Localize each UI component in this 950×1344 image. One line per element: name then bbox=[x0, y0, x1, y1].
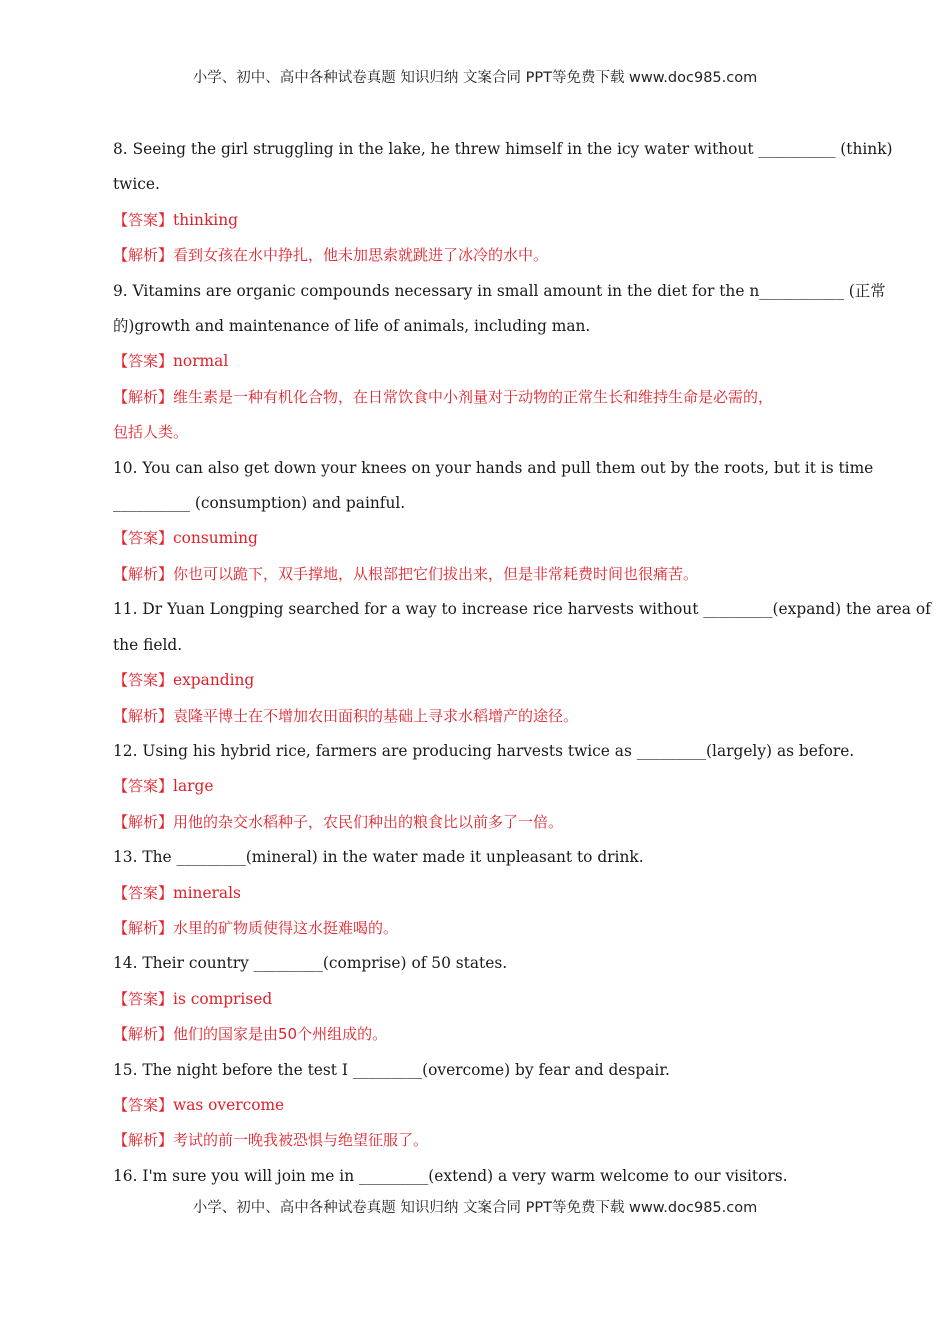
answer-label: 【答案】 bbox=[113, 210, 174, 229]
question-10-line-2: __________ (consumption) and painful. bbox=[113, 494, 406, 513]
answer-11 bbox=[113, 663, 837, 698]
answer-15-text: was overcome bbox=[173, 1095, 285, 1114]
question-8-line-2: twice. bbox=[113, 175, 160, 194]
analysis-8 bbox=[113, 238, 837, 273]
answer-12-text: large bbox=[173, 777, 214, 796]
answer-label: 【答案】 bbox=[113, 352, 174, 371]
page-footer: 小学、初中、高中各种试卷真题 知识归纳 文案合同 PPT等免费下载 www.doc985.com bbox=[192, 1200, 758, 1216]
analysis-10 bbox=[113, 557, 837, 592]
analysis-14 bbox=[113, 1017, 837, 1052]
analysis-label: 【解析】 bbox=[113, 1131, 174, 1150]
analysis-label: 【解析】 bbox=[113, 706, 174, 725]
analysis-13-text: 水里的矿物质使得这水挺难喝的。 bbox=[173, 918, 399, 937]
analysis-label: 【解析】 bbox=[113, 564, 174, 583]
question-16: 16. I'm sure you will join me in _________(extend) a very warm welcome to our visitors. bbox=[113, 1166, 788, 1185]
answer-13 bbox=[113, 876, 837, 911]
question-15: 15. The night before the test I _________(overcome) by fear and despair. bbox=[113, 1060, 670, 1079]
analysis-label: 【解析】 bbox=[113, 246, 174, 265]
answer-8-text: thinking bbox=[173, 210, 238, 229]
analysis-13 bbox=[113, 911, 837, 946]
analysis-14-text: 他们的国家是由50个州组成的。 bbox=[173, 1025, 388, 1044]
analysis-label: 【解析】 bbox=[113, 812, 174, 831]
exercise-content bbox=[113, 132, 931, 1194]
page-header: 小学、初中、高中各种试卷真题 知识归纳 文案合同 PPT等免费下载 www.doc985.com bbox=[192, 70, 758, 86]
answer-label: 【答案】 bbox=[113, 671, 174, 690]
question-9-line-1: 9. Vitamins are organic compounds necessary in small amount in the diet for the n___________ (正常 bbox=[113, 281, 886, 300]
answer-15 bbox=[113, 1088, 837, 1123]
question-10-line-1: 10. You can also get down your knees on your hands and pull them out by the roots, but it is time bbox=[113, 458, 874, 477]
question-11-line-1: 11. Dr Yuan Longping searched for a way to increase rice harvests without _________(expand) the area of bbox=[113, 600, 931, 619]
answer-12 bbox=[113, 769, 837, 804]
answer-10-text: consuming bbox=[173, 529, 258, 548]
answer-label: 【答案】 bbox=[113, 989, 174, 1008]
analysis-label: 【解析】 bbox=[113, 918, 174, 937]
analysis-15 bbox=[113, 1123, 837, 1158]
analysis-15-text: 考试的前一晚我被恐惧与绝望征服了。 bbox=[173, 1131, 429, 1150]
question-11-line-2: the field. bbox=[113, 635, 183, 654]
analysis-label: 【解析】 bbox=[113, 1025, 174, 1044]
analysis-8-text: 看到女孩在水中挣扎，他未加思索就跳进了冰冷的水中。 bbox=[173, 246, 549, 265]
question-9-line-2: 的)growth and maintenance of life of animals, including man. bbox=[113, 317, 591, 336]
answer-label: 【答案】 bbox=[113, 1095, 174, 1114]
answer-10 bbox=[113, 521, 837, 556]
question-8-line-1: 8. Seeing the girl struggling in the lake, he threw himself in the icy water without __________ (think) bbox=[113, 140, 893, 158]
answer-8 bbox=[113, 203, 837, 238]
analysis-11 bbox=[113, 699, 837, 734]
answer-label: 【答案】 bbox=[113, 777, 174, 796]
question-12: 12. Using his hybrid rice, farmers are producing harvests twice as _________(largely) as before. bbox=[113, 741, 855, 760]
question-14: 14. Their country _________(comprise) of 50 states. bbox=[113, 954, 508, 973]
analysis-9 bbox=[113, 380, 837, 415]
answer-9-text: normal bbox=[173, 352, 229, 371]
answer-label: 【答案】 bbox=[113, 529, 174, 548]
analysis-11-text: 袁隆平博士在不增加农田面积的基础上寻求水稻增产的途径。 bbox=[173, 706, 579, 725]
answer-14 bbox=[113, 982, 837, 1017]
question-13: 13. The _________(mineral) in the water made it unpleasant to drink. bbox=[113, 848, 644, 867]
answer-label: 【答案】 bbox=[113, 883, 174, 902]
analysis-12-text: 用他的杂交水稻种子，农民们种出的粮食比以前多了一倍。 bbox=[173, 812, 564, 831]
analysis-9-text-2: 包括人类。 bbox=[113, 423, 189, 442]
answer-13-text: minerals bbox=[173, 883, 241, 902]
analysis-12 bbox=[113, 805, 837, 840]
answer-14-text: is comprised bbox=[173, 989, 273, 1008]
analysis-9-text-1: 维生素是一种有机化合物，在日常饮食中小剂量对于动物的正常生长和维持生命是必需的， bbox=[173, 387, 774, 406]
analysis-label: 【解析】 bbox=[113, 387, 174, 406]
answer-11-text: expanding bbox=[173, 671, 255, 690]
answer-9 bbox=[113, 344, 837, 379]
analysis-10-text: 你也可以跪下，双手撑地，从根部把它们拔出来，但是非常耗费时间也很痛苦。 bbox=[173, 564, 699, 583]
